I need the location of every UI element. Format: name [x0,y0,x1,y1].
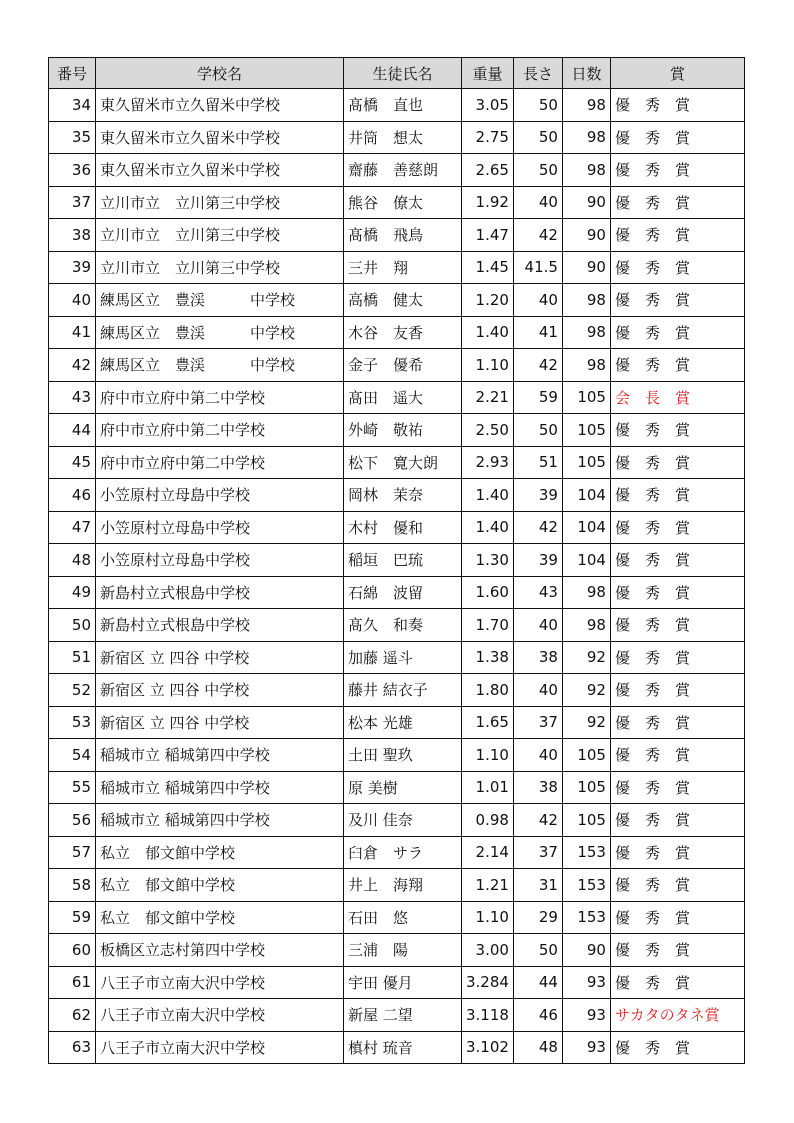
cell-school: 立川市立 立川第三中学校 [96,219,344,252]
cell-student: 土田 聖玖 [344,739,462,772]
cell-award: 優 秀 賞 [610,966,744,999]
cell-school: 東久留米市立久留米中学校 [96,89,344,122]
cell-weight: 1.70 [462,609,514,642]
cell-days: 105 [562,771,610,804]
cell-length: 40 [513,739,562,772]
cell-award: 優 秀 賞 [610,641,744,674]
cell-school: 八王子市立南大沢中学校 [96,1031,344,1064]
cell-award: 優 秀 賞 [610,414,744,447]
cell-weight: 1.21 [462,869,514,902]
cell-days: 90 [562,934,610,967]
table-row [49,706,745,739]
cell-weight: 1.01 [462,771,514,804]
cell-award: 優 秀 賞 [610,674,744,707]
cell-weight: 1.45 [462,251,514,284]
cell-number: 34 [49,89,96,122]
cell-number: 46 [49,479,96,512]
table-row [49,446,745,479]
cell-length: 59 [513,381,562,414]
header-number: 番号 [49,58,96,89]
cell-days: 90 [562,186,610,219]
cell-number: 58 [49,869,96,902]
cell-student: 加藤 遥斗 [344,641,462,674]
cell-length: 51 [513,446,562,479]
cell-number: 59 [49,901,96,934]
cell-student: 髙橋 飛鳥 [344,219,462,252]
cell-weight: 1.10 [462,901,514,934]
table-row [49,836,745,869]
table-row [49,739,745,772]
cell-number: 62 [49,999,96,1032]
cell-student: 齋藤 善慈朗 [344,154,462,187]
header-length: 長さ [513,58,562,89]
cell-days: 92 [562,674,610,707]
cell-weight: 3.284 [462,966,514,999]
cell-weight: 1.80 [462,674,514,707]
cell-award: 優 秀 賞 [610,154,744,187]
cell-award: 優 秀 賞 [610,869,744,902]
cell-award: 優 秀 賞 [610,739,744,772]
table-row [49,999,745,1032]
cell-number: 39 [49,251,96,284]
cell-school: 小笠原村立母島中学校 [96,511,344,544]
cell-days: 153 [562,869,610,902]
cell-length: 43 [513,576,562,609]
cell-student: 石綿 波留 [344,576,462,609]
cell-weight: 2.21 [462,381,514,414]
cell-length: 42 [513,349,562,382]
cell-number: 52 [49,674,96,707]
table-row [49,219,745,252]
header-days: 日数 [562,58,610,89]
cell-weight: 3.05 [462,89,514,122]
cell-number: 36 [49,154,96,187]
table-row [49,674,745,707]
cell-days: 93 [562,999,610,1032]
cell-weight: 1.30 [462,544,514,577]
cell-number: 55 [49,771,96,804]
cell-student: 石田 悠 [344,901,462,934]
cell-school: 私立 郁文館中学校 [96,901,344,934]
table-row [49,771,745,804]
cell-award: 優 秀 賞 [610,89,744,122]
cell-school: 府中市立府中第二中学校 [96,381,344,414]
table-row [49,89,745,122]
cell-length: 29 [513,901,562,934]
cell-days: 98 [562,284,610,317]
cell-award: 優 秀 賞 [610,934,744,967]
cell-school: 練馬区立 豊渓 中学校 [96,349,344,382]
cell-school: 稲城市立 稲城第四中学校 [96,739,344,772]
table-body [49,89,745,1064]
cell-length: 40 [513,674,562,707]
cell-length: 41 [513,316,562,349]
cell-weight: 1.40 [462,511,514,544]
cell-number: 44 [49,414,96,447]
table-row [49,186,745,219]
cell-days: 98 [562,121,610,154]
cell-school: 稲城市立 稲城第四中学校 [96,771,344,804]
cell-length: 37 [513,836,562,869]
cell-student: 松下 寛大朗 [344,446,462,479]
cell-award: 優 秀 賞 [610,284,744,317]
cell-school: 新島村立式根島中学校 [96,576,344,609]
cell-weight: 2.75 [462,121,514,154]
cell-student: 三井 翔 [344,251,462,284]
cell-award: 優 秀 賞 [610,479,744,512]
cell-number: 47 [49,511,96,544]
table-row [49,1031,745,1064]
cell-award: 優 秀 賞 [610,511,744,544]
cell-school: 新宿区 立 四谷 中学校 [96,674,344,707]
cell-number: 54 [49,739,96,772]
cell-award: 優 秀 賞 [610,706,744,739]
cell-student: 金子 優希 [344,349,462,382]
cell-number: 60 [49,934,96,967]
cell-number: 51 [49,641,96,674]
cell-award: 優 秀 賞 [610,771,744,804]
cell-student: 臼倉 サラ [344,836,462,869]
table-row [49,804,745,837]
cell-school: 八王子市立南大沢中学校 [96,999,344,1032]
cell-student: 熊谷 僚太 [344,186,462,219]
cell-days: 98 [562,349,610,382]
cell-days: 93 [562,966,610,999]
cell-days: 90 [562,251,610,284]
cell-length: 39 [513,479,562,512]
cell-weight: 1.40 [462,316,514,349]
cell-award: 優 秀 賞 [610,121,744,154]
cell-number: 61 [49,966,96,999]
cell-weight: 1.60 [462,576,514,609]
cell-days: 98 [562,316,610,349]
cell-length: 50 [513,934,562,967]
cell-number: 53 [49,706,96,739]
table-row [49,609,745,642]
cell-award: 優 秀 賞 [610,251,744,284]
cell-school: 小笠原村立母島中学校 [96,479,344,512]
cell-student: 原 美樹 [344,771,462,804]
cell-student: 松本 光雄 [344,706,462,739]
table-row [49,121,745,154]
cell-length: 50 [513,121,562,154]
table-row [49,154,745,187]
cell-weight: 1.92 [462,186,514,219]
cell-student: 髙田 遥大 [344,381,462,414]
header-award: 賞 [610,58,744,89]
cell-award: 優 秀 賞 [610,446,744,479]
cell-weight: 3.00 [462,934,514,967]
cell-length: 40 [513,186,562,219]
table-row [49,641,745,674]
cell-days: 92 [562,641,610,674]
cell-school: 東久留米市立久留米中学校 [96,121,344,154]
cell-days: 153 [562,836,610,869]
cell-student: 髙久 和奏 [344,609,462,642]
cell-school: 新宿区 立 四谷 中学校 [96,706,344,739]
cell-days: 93 [562,1031,610,1064]
table-row [49,901,745,934]
cell-award: 優 秀 賞 [610,836,744,869]
cell-student: 稲垣 巴琉 [344,544,462,577]
header-weight: 重量 [462,58,514,89]
cell-award: 優 秀 賞 [610,316,744,349]
table-row [49,251,745,284]
cell-award: 優 秀 賞 [610,804,744,837]
cell-weight: 1.38 [462,641,514,674]
cell-weight: 1.10 [462,739,514,772]
cell-school: 板橋区立志村第四中学校 [96,934,344,967]
cell-days: 98 [562,89,610,122]
table-row [49,576,745,609]
cell-length: 38 [513,641,562,674]
table-row [49,544,745,577]
table-row [49,381,745,414]
cell-days: 92 [562,706,610,739]
cell-award: 優 秀 賞 [610,349,744,382]
cell-weight: 1.65 [462,706,514,739]
cell-weight: 1.47 [462,219,514,252]
cell-weight: 2.93 [462,446,514,479]
cell-student: 木村 優和 [344,511,462,544]
cell-weight: 2.50 [462,414,514,447]
cell-days: 98 [562,609,610,642]
cell-number: 50 [49,609,96,642]
cell-student: 新屋 二望 [344,999,462,1032]
award-table [48,57,745,1064]
cell-length: 42 [513,219,562,252]
cell-days: 153 [562,901,610,934]
cell-weight: 3.102 [462,1031,514,1064]
cell-length: 39 [513,544,562,577]
cell-weight: 1.40 [462,479,514,512]
cell-number: 63 [49,1031,96,1064]
header-row [49,58,745,89]
table-row [49,869,745,902]
cell-school: 府中市立府中第二中学校 [96,446,344,479]
cell-school: 私立 郁文館中学校 [96,836,344,869]
cell-school: 稲城市立 稲城第四中学校 [96,804,344,837]
cell-days: 104 [562,544,610,577]
cell-school: 練馬区立 豊渓 中学校 [96,316,344,349]
cell-award: 優 秀 賞 [610,901,744,934]
cell-weight: 1.10 [462,349,514,382]
header-student: 生徒氏名 [344,58,462,89]
cell-school: 立川市立 立川第三中学校 [96,251,344,284]
cell-number: 35 [49,121,96,154]
cell-student: 木谷 友香 [344,316,462,349]
header-school: 学校名 [96,58,344,89]
table-row [49,511,745,544]
cell-award: 優 秀 賞 [610,219,744,252]
cell-school: 新島村立式根島中学校 [96,609,344,642]
cell-length: 41.5 [513,251,562,284]
table-row [49,414,745,447]
cell-student: 槙村 琉音 [344,1031,462,1064]
cell-number: 45 [49,446,96,479]
cell-award: 優 秀 賞 [610,609,744,642]
cell-award: 優 秀 賞 [610,1031,744,1064]
cell-number: 43 [49,381,96,414]
cell-length: 40 [513,609,562,642]
cell-award: 優 秀 賞 [610,544,744,577]
cell-school: 府中市立府中第二中学校 [96,414,344,447]
cell-student: 岡林 茉奈 [344,479,462,512]
cell-number: 48 [49,544,96,577]
cell-length: 31 [513,869,562,902]
cell-award: サカタのタネ賞 [610,999,744,1032]
cell-weight: 0.98 [462,804,514,837]
cell-length: 48 [513,1031,562,1064]
cell-student: 宇田 優月 [344,966,462,999]
cell-student: 井上 海翔 [344,869,462,902]
cell-school: 私立 郁文館中学校 [96,869,344,902]
table-row [49,284,745,317]
cell-school: 新宿区 立 四谷 中学校 [96,641,344,674]
cell-student: 外崎 敬祐 [344,414,462,447]
cell-student: 髙橋 直也 [344,89,462,122]
cell-award: 優 秀 賞 [610,186,744,219]
table-row [49,316,745,349]
cell-student: 藤井 結衣子 [344,674,462,707]
cell-weight: 1.20 [462,284,514,317]
cell-award: 優 秀 賞 [610,576,744,609]
table-row [49,349,745,382]
cell-school: 八王子市立南大沢中学校 [96,966,344,999]
cell-number: 42 [49,349,96,382]
cell-length: 42 [513,511,562,544]
cell-length: 44 [513,966,562,999]
cell-number: 38 [49,219,96,252]
cell-number: 37 [49,186,96,219]
cell-number: 40 [49,284,96,317]
cell-length: 50 [513,89,562,122]
cell-student: 井筒 想太 [344,121,462,154]
cell-number: 49 [49,576,96,609]
cell-number: 57 [49,836,96,869]
cell-days: 105 [562,381,610,414]
table-row [49,934,745,967]
cell-award: 会 長 賞 [610,381,744,414]
cell-school: 小笠原村立母島中学校 [96,544,344,577]
cell-days: 98 [562,576,610,609]
cell-school: 練馬区立 豊渓 中学校 [96,284,344,317]
table-row [49,966,745,999]
cell-student: 及川 佳奈 [344,804,462,837]
cell-length: 38 [513,771,562,804]
cell-days: 98 [562,154,610,187]
cell-length: 40 [513,284,562,317]
cell-length: 42 [513,804,562,837]
cell-days: 90 [562,219,610,252]
cell-days: 105 [562,804,610,837]
cell-weight: 2.14 [462,836,514,869]
cell-number: 56 [49,804,96,837]
cell-days: 104 [562,479,610,512]
cell-days: 104 [562,511,610,544]
cell-length: 37 [513,706,562,739]
cell-number: 41 [49,316,96,349]
cell-weight: 2.65 [462,154,514,187]
cell-school: 立川市立 立川第三中学校 [96,186,344,219]
table-row [49,479,745,512]
cell-days: 105 [562,739,610,772]
cell-length: 50 [513,154,562,187]
cell-days: 105 [562,414,610,447]
cell-student: 三浦 陽 [344,934,462,967]
cell-student: 高橋 健太 [344,284,462,317]
cell-school: 東久留米市立久留米中学校 [96,154,344,187]
cell-length: 50 [513,414,562,447]
cell-length: 46 [513,999,562,1032]
cell-weight: 3.118 [462,999,514,1032]
cell-days: 105 [562,446,610,479]
